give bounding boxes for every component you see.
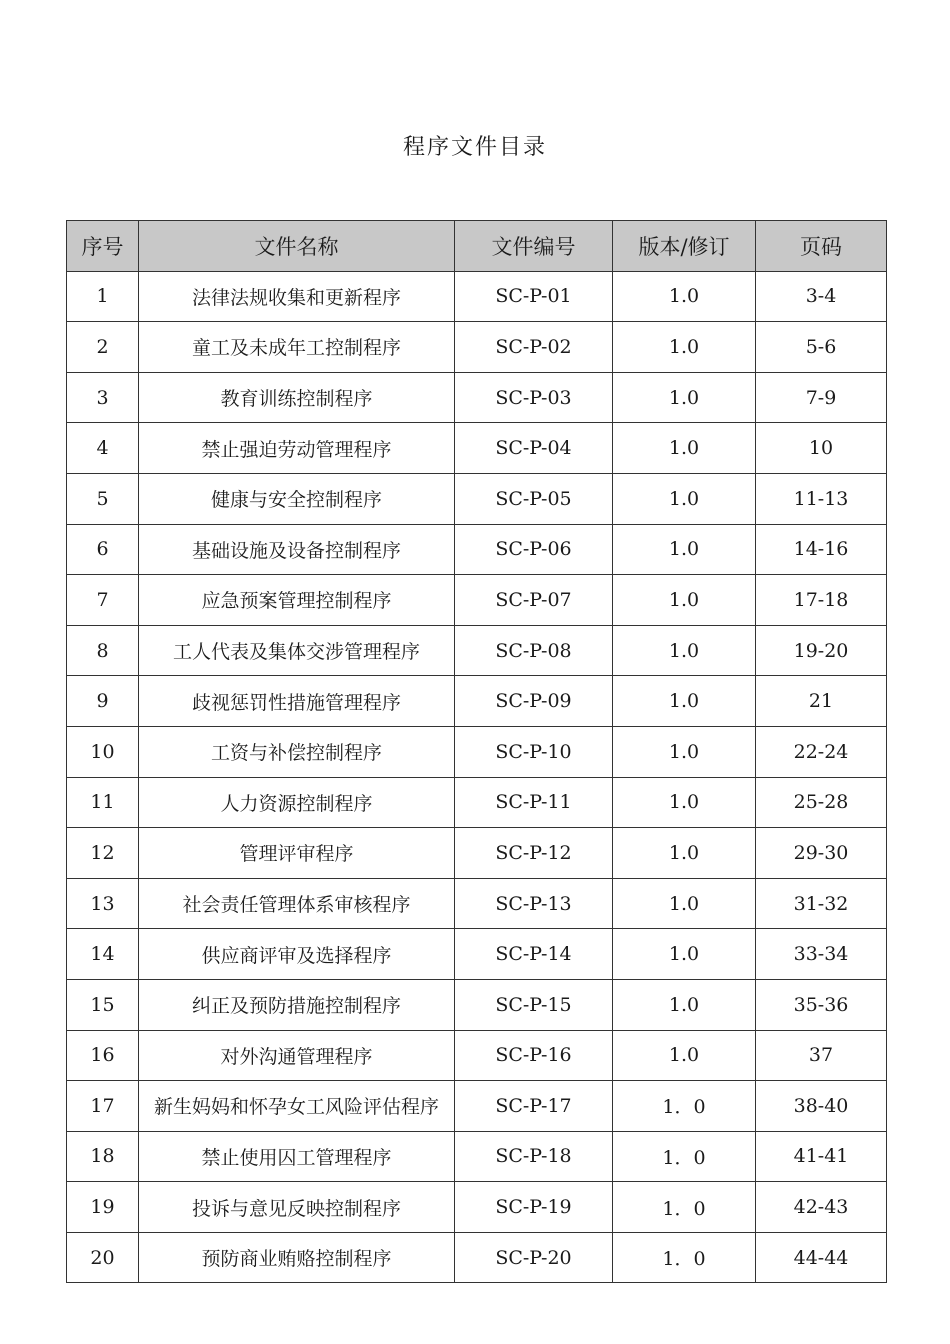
cell-seq: 16	[67, 1030, 139, 1081]
table-row	[67, 726, 887, 777]
cell-pages: 17-18	[756, 575, 887, 626]
cell-version: 1.0	[613, 423, 756, 474]
cell-seq: 11	[67, 777, 139, 828]
cell-name: 基础设施及设备控制程序	[139, 524, 455, 575]
cell-pages: 42-43	[756, 1182, 887, 1233]
cell-pages: 38-40	[756, 1081, 887, 1132]
cell-version: 1．0	[613, 1081, 756, 1132]
cell-seq: 19	[67, 1182, 139, 1233]
table-body	[67, 271, 887, 1283]
table-row	[67, 1131, 887, 1182]
cell-code: SC-P-01	[455, 271, 613, 322]
cell-seq: 1	[67, 271, 139, 322]
cell-version: 1.0	[613, 524, 756, 575]
cell-code: SC-P-14	[455, 929, 613, 980]
table-row	[67, 575, 887, 626]
cell-code: SC-P-03	[455, 372, 613, 423]
table-row	[67, 777, 887, 828]
table-row	[67, 1081, 887, 1132]
cell-code: SC-P-02	[455, 322, 613, 373]
table-header-row	[67, 221, 887, 272]
cell-version: 1.0	[613, 473, 756, 524]
cell-code: SC-P-06	[455, 524, 613, 575]
cell-seq: 18	[67, 1131, 139, 1182]
cell-name: 法律法规收集和更新程序	[139, 271, 455, 322]
cell-name: 供应商评审及选择程序	[139, 929, 455, 980]
cell-name: 健康与安全控制程序	[139, 473, 455, 524]
cell-pages: 5-6	[756, 322, 887, 373]
cell-seq: 2	[67, 322, 139, 373]
cell-name: 对外沟通管理程序	[139, 1030, 455, 1081]
cell-seq: 13	[67, 878, 139, 929]
cell-code: SC-P-08	[455, 625, 613, 676]
cell-pages: 22-24	[756, 726, 887, 777]
table-row	[67, 524, 887, 575]
table-row	[67, 473, 887, 524]
cell-code: SC-P-07	[455, 575, 613, 626]
cell-code: SC-P-13	[455, 878, 613, 929]
cell-code: SC-P-18	[455, 1131, 613, 1182]
procedure-index-table	[66, 220, 887, 1283]
cell-seq: 5	[67, 473, 139, 524]
table-row	[67, 929, 887, 980]
cell-version: 1.0	[613, 271, 756, 322]
cell-version: 1.0	[613, 878, 756, 929]
cell-name: 工资与补偿控制程序	[139, 726, 455, 777]
cell-name: 教育训练控制程序	[139, 372, 455, 423]
header-pages: 页码	[756, 221, 887, 272]
cell-code: SC-P-11	[455, 777, 613, 828]
cell-seq: 20	[67, 1232, 139, 1283]
cell-pages: 19-20	[756, 625, 887, 676]
cell-code: SC-P-04	[455, 423, 613, 474]
cell-name: 纠正及预防措施控制程序	[139, 979, 455, 1030]
cell-seq: 3	[67, 372, 139, 423]
cell-seq: 10	[67, 726, 139, 777]
cell-code: SC-P-16	[455, 1030, 613, 1081]
cell-code: SC-P-17	[455, 1081, 613, 1132]
table-row	[67, 1182, 887, 1233]
cell-version: 1.0	[613, 979, 756, 1030]
cell-version: 1．0	[613, 1232, 756, 1283]
cell-name: 投诉与意见反映控制程序	[139, 1182, 455, 1233]
cell-seq: 17	[67, 1081, 139, 1132]
cell-pages: 44-44	[756, 1232, 887, 1283]
cell-pages: 11-13	[756, 473, 887, 524]
header-code: 文件编号	[455, 221, 613, 272]
cell-pages: 21	[756, 676, 887, 727]
page-title: 程序文件目录	[402, 135, 547, 160]
cell-seq: 15	[67, 979, 139, 1030]
cell-pages: 14-16	[756, 524, 887, 575]
cell-code: SC-P-09	[455, 676, 613, 727]
cell-name: 工人代表及集体交涉管理程序	[139, 625, 455, 676]
cell-seq: 12	[67, 828, 139, 879]
cell-pages: 41-41	[756, 1131, 887, 1182]
table-row	[67, 878, 887, 929]
table-row	[67, 625, 887, 676]
cell-name: 管理评审程序	[139, 828, 455, 879]
cell-version: 1.0	[613, 372, 756, 423]
cell-pages: 29-30	[756, 828, 887, 879]
cell-pages: 25-28	[756, 777, 887, 828]
cell-name: 社会责任管理体系审核程序	[139, 878, 455, 929]
cell-seq: 7	[67, 575, 139, 626]
cell-version: 1．0	[613, 1182, 756, 1233]
cell-code: SC-P-20	[455, 1232, 613, 1283]
cell-pages: 31-32	[756, 878, 887, 929]
cell-pages: 3-4	[756, 271, 887, 322]
cell-version: 1.0	[613, 1030, 756, 1081]
cell-name: 人力资源控制程序	[139, 777, 455, 828]
table-row	[67, 423, 887, 474]
cell-code: SC-P-05	[455, 473, 613, 524]
cell-pages: 35-36	[756, 979, 887, 1030]
table-row	[67, 372, 887, 423]
table-row	[67, 1232, 887, 1283]
cell-version: 1.0	[613, 828, 756, 879]
cell-pages: 10	[756, 423, 887, 474]
cell-pages: 7-9	[756, 372, 887, 423]
table-row	[67, 979, 887, 1030]
cell-code: SC-P-10	[455, 726, 613, 777]
cell-seq: 9	[67, 676, 139, 727]
cell-seq: 4	[67, 423, 139, 474]
cell-name: 歧视惩罚性措施管理程序	[139, 676, 455, 727]
cell-code: SC-P-12	[455, 828, 613, 879]
table-row	[67, 676, 887, 727]
cell-version: 1.0	[613, 777, 756, 828]
cell-code: SC-P-19	[455, 1182, 613, 1233]
cell-pages: 37	[756, 1030, 887, 1081]
cell-name: 新生妈妈和怀孕女工风险评估程序	[139, 1081, 455, 1132]
cell-seq: 8	[67, 625, 139, 676]
cell-version: 1.0	[613, 726, 756, 777]
cell-name: 预防商业贿赂控制程序	[139, 1232, 455, 1283]
cell-version: 1.0	[613, 929, 756, 980]
cell-name: 禁止使用囚工管理程序	[139, 1131, 455, 1182]
cell-version: 1.0	[613, 625, 756, 676]
cell-pages: 33-34	[756, 929, 887, 980]
cell-version: 1．0	[613, 1131, 756, 1182]
cell-version: 1.0	[613, 322, 756, 373]
cell-code: SC-P-15	[455, 979, 613, 1030]
header-version: 版本/修订	[613, 221, 756, 272]
cell-seq: 14	[67, 929, 139, 980]
header-name: 文件名称	[139, 221, 455, 272]
table-row	[67, 1030, 887, 1081]
cell-seq: 6	[67, 524, 139, 575]
cell-version: 1.0	[613, 676, 756, 727]
cell-name: 童工及未成年工控制程序	[139, 322, 455, 373]
table-row	[67, 828, 887, 879]
table-row	[67, 271, 887, 322]
table-row	[67, 322, 887, 373]
header-seq: 序号	[67, 221, 139, 272]
cell-name: 禁止强迫劳动管理程序	[139, 423, 455, 474]
cell-version: 1.0	[613, 575, 756, 626]
cell-name: 应急预案管理控制程序	[139, 575, 455, 626]
